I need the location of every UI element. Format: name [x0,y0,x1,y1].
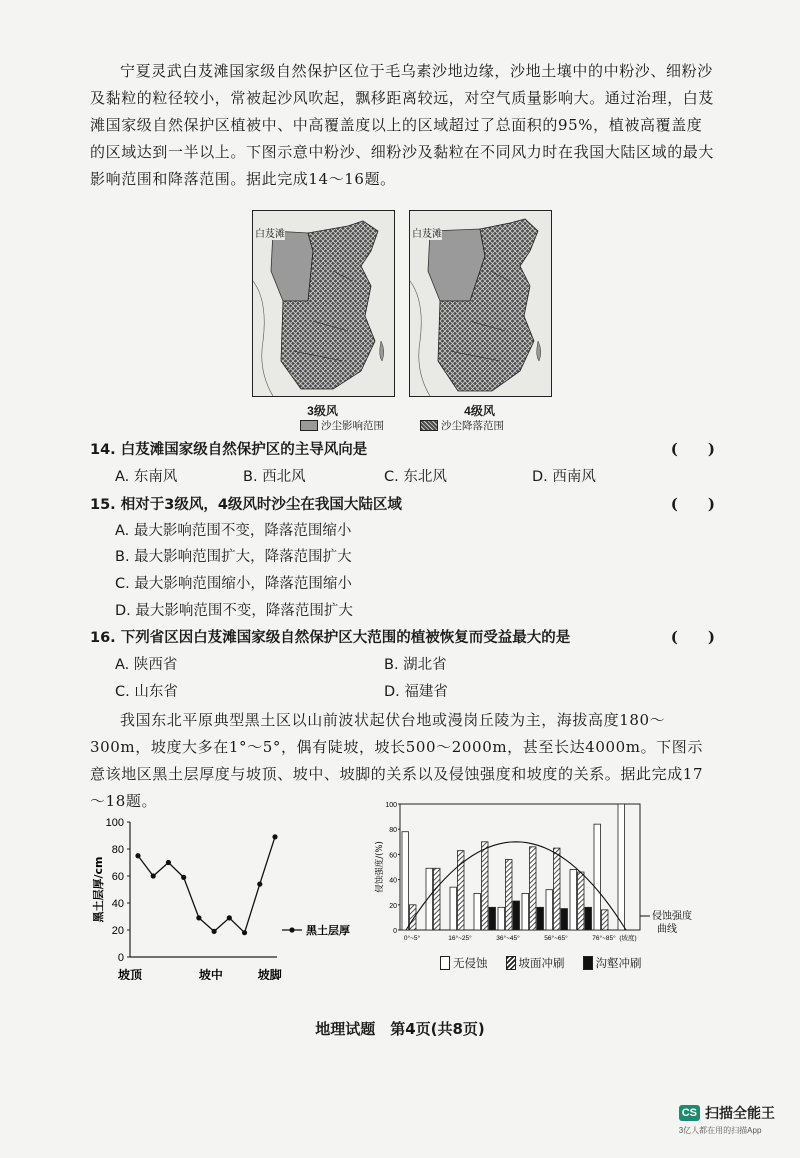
passage-1-text: 宁夏灵武白芨滩国家级自然保护区位于毛乌素沙地边缘，沙地土壤中的中粉沙、细粉沙及黏粒的粒径较小，常被起沙风吹起，飘移距离较远，对空气质量影响大。通过治理，白芨滩国家级自然保护区植被中、中高覆盖度以上的区域超过了总面积的95%，植被高覆盖度的区域达到一半以上。下图示意中粉沙、细粉沙及黏粒在不同风力时在我国大陆区域的最大影响范围和降落范围。据此完成14～16题。 [90,62,715,188]
legend-fall [420,418,504,433]
passage-1 [90,58,715,193]
passage-2-text: 我国东北平原典型黑土区以山前波状起伏台地或漫岗丘陵为主，海拔高度180～300m，坡度大多在1°～5°，偶有陡坡，坡长500～2000m，甚至长达4000m。下图示意该地区黑土层厚度与坡顶、坡中、坡脚的关系以及侵蚀强度和坡度的关系。据此完成17～18题。 [90,711,704,810]
bar-gully-erosion [537,907,544,930]
data-point [242,930,247,935]
y-tick-label: 40 [389,877,397,885]
question-15 [90,492,715,517]
data-point [181,875,186,880]
legend-gully-erosion-swatch [583,956,593,970]
y-tick-label: 60 [389,852,397,860]
q14-option-b[interactable]: B. 西北风 [243,469,306,485]
map2-caption: 4级风 [464,404,495,418]
q16-answer-blank[interactable]: ( ) [670,628,715,646]
y-tick-label: 80 [389,827,397,835]
legend-fall-swatch [420,420,438,431]
bar-no-erosion [474,893,481,930]
map1-site-label: 白芨滩 [255,225,285,240]
y-tick-label: 20 [389,902,397,910]
scanner-logo-icon: CS [679,1105,700,1121]
y-tick-label: 100 [105,817,124,829]
bar-no-erosion [402,832,409,930]
y-tick-label: 0 [393,928,397,935]
bar-no-erosion [498,907,505,930]
map-figure [252,210,552,435]
x-tick-label: 0°~5° [403,935,421,942]
scanner-brand-subtitle: 3亿人都在用的扫描App [678,1126,762,1135]
question-14 [90,437,715,462]
q14-option-d[interactable]: D. 西南风 [532,469,596,485]
legend-gully-erosion [583,955,642,971]
bar-sheet-erosion [530,847,537,930]
x-tick-label: 56°~65° [544,935,568,942]
x-tick-label: 坡顶 [117,968,143,980]
y-tick-label: 20 [111,925,124,937]
legend-line-label: 黑土层厚 [306,924,350,937]
bar-gully-erosion [561,909,568,930]
bar-no-erosion [522,893,529,930]
legend-line-marker [289,927,294,932]
q14-option-c[interactable]: C. 东北风 [384,469,447,485]
data-point [166,860,171,865]
bar-sheet-erosion [506,859,513,930]
data-point [257,882,262,887]
y-tick-label: 100 [385,802,397,809]
data-point [272,834,277,839]
y-tick-label: 40 [111,898,124,910]
q15-option-a[interactable]: A. 最大影响范围不变，降落范围缩小 [115,523,352,539]
x-tick-label: 坡中 [198,968,223,980]
data-point [212,929,217,934]
legend-sheet-erosion-label: 坡面冲刷 [518,958,565,970]
map-level4 [409,210,552,397]
legend-sheet-erosion [506,955,565,971]
bar-no-erosion [594,824,601,930]
q15-option-c[interactable]: C. 最大影响范围缩小，降落范围缩小 [115,576,352,592]
legend-influence-swatch [300,420,318,431]
legend-influence [300,418,384,433]
y-axis-label: 黑土层厚/cm [92,856,105,923]
curve-label-line1: 侵蚀强度 [652,911,692,922]
thickness-line [138,837,275,933]
bar-no-erosion [618,804,625,930]
q16-stem: 16. 下列省区因白芨滩国家级自然保护区大范围的植被恢复而受益最大的是 [90,630,571,646]
bar-no-erosion [450,887,457,930]
q16-option-d[interactable]: D. 福建省 [384,684,448,700]
black-soil-thickness-chart [92,810,372,980]
map1-caption: 3级风 [307,404,338,418]
erosion-intensity-chart [372,798,722,973]
legend-no-erosion-label: 无侵蚀 [453,958,488,970]
bar-sheet-erosion [482,842,489,930]
data-point [151,873,156,878]
legend-gully-erosion-label: 沟壑冲刷 [595,958,642,970]
q14-stem: 14. 白芨滩国家级自然保护区的主导风向是 [90,442,368,458]
bar-gully-erosion [585,907,592,930]
map2-site-label: 白芨滩 [412,225,442,240]
data-point [135,853,140,858]
legend-fall-label: 沙尘降落范围 [441,420,504,432]
data-point [196,915,201,920]
bar-sheet-erosion [434,868,441,930]
curve-label-line2: 曲线 [657,924,677,935]
legend-no-erosion-swatch [440,956,450,970]
x-tick-label: 76°~85° [592,935,616,942]
x-tick-label: (坡度) [619,935,637,942]
map-level3 [252,210,395,397]
bar-no-erosion [546,890,553,930]
q14-answer-blank[interactable]: ( ) [670,440,715,458]
bar-gully-erosion [513,901,520,930]
q14-option-a[interactable]: A. 东南风 [115,469,178,485]
q15-stem: 15. 相对于3级风，4级风时沙尘在我国大陆区域 [90,497,402,513]
q15-answer-blank[interactable]: ( ) [670,495,715,513]
legend-sheet-erosion-swatch [506,956,516,970]
bar-sheet-erosion [602,910,609,930]
bar-sheet-erosion [554,848,561,930]
q16-option-a[interactable]: A. 陕西省 [115,657,178,673]
page-footer: 地理试题 第4页(共8页) [315,1020,485,1038]
legend-influence-label: 沙尘影响范围 [321,420,384,432]
question-16 [90,625,715,650]
y-axis-label: 侵蚀强度/(%) [375,841,385,893]
bar-no-erosion [570,870,577,930]
bar-gully-erosion [489,907,496,930]
q16-option-c[interactable]: C. 山东省 [115,684,178,700]
erosion-legend [440,955,642,971]
q16-option-b[interactable]: B. 湖北省 [384,657,447,673]
legend-no-erosion [440,955,488,971]
x-tick-label: 16°~25° [448,935,472,942]
q15-option-d[interactable]: D. 最大影响范围不变，降落范围扩大 [115,603,353,619]
y-tick-label: 60 [111,871,124,883]
scanner-brand-name: 扫描全能王 [705,1105,775,1121]
bar-sheet-erosion [578,872,585,930]
y-tick-label: 80 [111,844,124,856]
bar-sheet-erosion [410,905,417,930]
y-tick-label: 0 [117,952,124,964]
scanner-watermark [679,1103,775,1136]
q15-option-b[interactable]: B. 最大影响范围扩大，降落范围扩大 [115,549,352,565]
x-tick-label: 36°~45° [496,935,520,942]
x-tick-label: 坡脚 [257,968,282,980]
data-point [227,915,232,920]
